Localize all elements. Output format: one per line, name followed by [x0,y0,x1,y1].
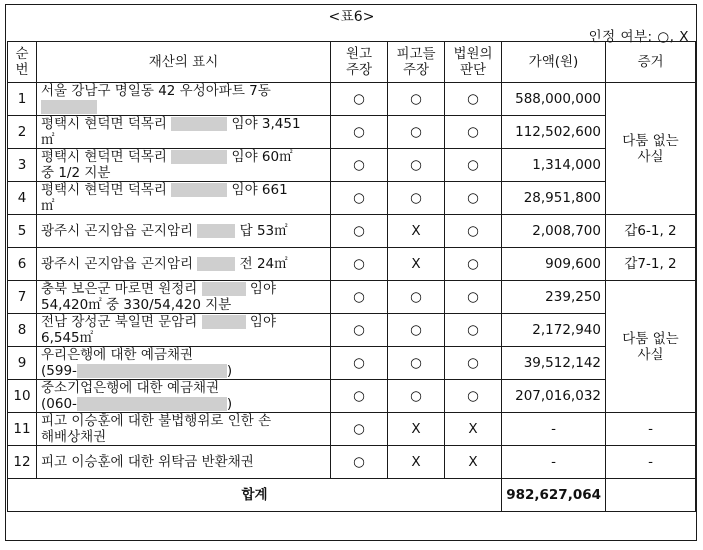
row-value: 588,000,000 [502,83,606,116]
row-defendants: ○ [388,116,445,149]
table-row [8,380,696,413]
row-property [37,413,331,446]
row-property [37,215,331,248]
property-text: 충북 보은군 마로면 원정리 [41,281,198,297]
row-plaintiff: ○ [331,83,388,116]
property-table [7,41,696,512]
property-text: ) [226,363,233,379]
row-no: 4 [8,182,37,215]
header-evidence: 증거 [606,42,696,83]
row-evidence: - [606,413,696,446]
row-defendants: ○ [388,281,445,314]
row-property [37,83,331,116]
table-row [8,149,696,182]
row-value: 1,314,000 [502,149,606,182]
row-court: ○ [445,248,502,281]
row-value: 2,172,940 [502,314,606,347]
redacted-block [197,257,235,271]
property-text: 54,420㎡ 중 330/54,420 지분 [41,297,232,313]
redacted-block [202,282,246,296]
row-evidence: - [606,446,696,479]
row-no: 12 [8,446,37,479]
header-no: 순 번 [8,42,37,83]
redacted-block [77,397,227,411]
redacted-block [171,117,227,131]
row-no: 2 [8,116,37,149]
table-row [8,248,696,281]
row-evidence: 갑7-1, 2 [606,248,696,281]
total-row [8,479,696,512]
row-defendants: X [388,413,445,446]
property-text: 평택시 현덕면 덕목리 [41,149,167,165]
row-defendants: X [388,248,445,281]
row-evidence: 갑6-1, 2 [606,215,696,248]
row-defendants: X [388,215,445,248]
row-defendants: ○ [388,182,445,215]
header-defendants: 피고들 주장 [388,42,445,83]
row-plaintiff: ○ [331,380,388,413]
property-text: 평택시 현덕면 덕목리 [41,116,167,132]
header-value: 가액(원) [502,42,606,83]
row-no: 5 [8,215,37,248]
evidence-group: 다툼 없는 사실 [606,83,696,215]
evidence-group: 다툼 없는 사실 [606,281,696,413]
row-no: 6 [8,248,37,281]
row-property [37,281,331,314]
table-row [8,446,696,479]
table-row [8,281,696,314]
property-text: ㎡ [41,132,55,148]
row-defendants: X [388,446,445,479]
row-court: X [445,413,502,446]
redacted-block [41,100,97,114]
property-text: 피고 이승훈에 대한 위탁금 반환채권 [41,454,254,470]
table-row [8,347,696,380]
row-defendants: ○ [388,149,445,182]
row-court: ○ [445,314,502,347]
property-text: 광주시 곤지암읍 곤지암리 [41,223,194,239]
table-row [8,83,696,116]
row-court: ○ [445,116,502,149]
redacted-block [202,315,246,329]
row-property [37,347,331,380]
table-title: <표6> [328,9,375,25]
row-value: 112,502,600 [502,116,606,149]
row-plaintiff: ○ [331,149,388,182]
row-value: 2,008,700 [502,215,606,248]
row-court: ○ [445,281,502,314]
row-plaintiff: ○ [331,314,388,347]
row-court: ○ [445,380,502,413]
row-defendants: ○ [388,314,445,347]
row-no: 1 [8,83,37,116]
property-text: 서울 강남구 명일동 42 우성아파트 7동 [41,83,271,99]
property-text: (060- [41,396,77,412]
row-court: ○ [445,149,502,182]
redacted-block [77,364,227,378]
row-value: 39,512,142 [502,347,606,380]
total-value: 982,627,064 [502,479,606,512]
property-text: 해배상채권 [41,429,107,445]
property-text: (599- [41,363,77,379]
property-text: 피고 이승훈에 대한 불법행위로 인한 손 [41,413,272,429]
row-value: - [502,413,606,446]
row-property [37,380,331,413]
property-text: 임야 [249,281,277,297]
row-property [37,149,331,182]
row-plaintiff: ○ [331,116,388,149]
row-value: - [502,446,606,479]
total-evidence-empty [606,479,696,512]
row-plaintiff: ○ [331,215,388,248]
header-plaintiff: 원고 주장 [331,42,388,83]
row-no: 7 [8,281,37,314]
row-property [37,248,331,281]
header-row [8,42,696,83]
row-no: 11 [8,413,37,446]
legend: 인정 여부: ○, X [588,29,689,45]
row-value: 207,016,032 [502,380,606,413]
row-value: 239,250 [502,281,606,314]
property-text: ) [226,396,233,412]
table-row [8,413,696,446]
row-court: X [445,446,502,479]
row-value: 909,600 [502,248,606,281]
redacted-block [171,150,227,164]
row-property [37,446,331,479]
redacted-block [197,224,235,238]
row-plaintiff: ○ [331,347,388,380]
property-text: 평택시 현덕면 덕목리 [41,182,167,198]
row-plaintiff: ○ [331,182,388,215]
property-text: 임야 3,451 [231,116,301,132]
row-no: 9 [8,347,37,380]
total-label: 합계 [8,479,502,512]
row-value: 28,951,800 [502,182,606,215]
property-text: 답 53㎡ [239,223,288,239]
redacted-block [171,183,227,197]
row-plaintiff: ○ [331,446,388,479]
row-court: ○ [445,83,502,116]
row-defendants: ○ [388,83,445,116]
property-text: 중소기업은행에 대한 예금채권 [41,380,220,396]
header-property: 재산의 표시 [37,42,331,83]
row-no: 3 [8,149,37,182]
property-text: 임야 661 [231,182,288,198]
row-no: 10 [8,380,37,413]
row-plaintiff: ○ [331,248,388,281]
row-property [37,182,331,215]
table-row [8,182,696,215]
row-plaintiff: ○ [331,413,388,446]
row-property [37,116,331,149]
row-defendants: ○ [388,347,445,380]
row-court: ○ [445,182,502,215]
property-text: 전남 장성군 북일면 문암리 [41,314,198,330]
property-text: 임야 [249,314,277,330]
table-row [8,116,696,149]
property-text: 임야 60㎡ [231,149,293,165]
row-court: ○ [445,215,502,248]
row-no: 8 [8,314,37,347]
table-row [8,215,696,248]
header-court: 법원의 판단 [445,42,502,83]
row-property [37,314,331,347]
row-court: ○ [445,347,502,380]
property-text: ㎡ [41,198,55,214]
table-row [8,314,696,347]
row-plaintiff: ○ [331,281,388,314]
property-text: 중 1/2 지분 [41,165,111,181]
property-text: 전 24㎡ [239,256,288,272]
row-defendants: ○ [388,380,445,413]
property-text: 광주시 곤지암읍 곤지암리 [41,256,194,272]
property-text: 6,545㎡ [41,330,94,346]
property-text: 우리은행에 대한 예금채권 [41,347,194,363]
